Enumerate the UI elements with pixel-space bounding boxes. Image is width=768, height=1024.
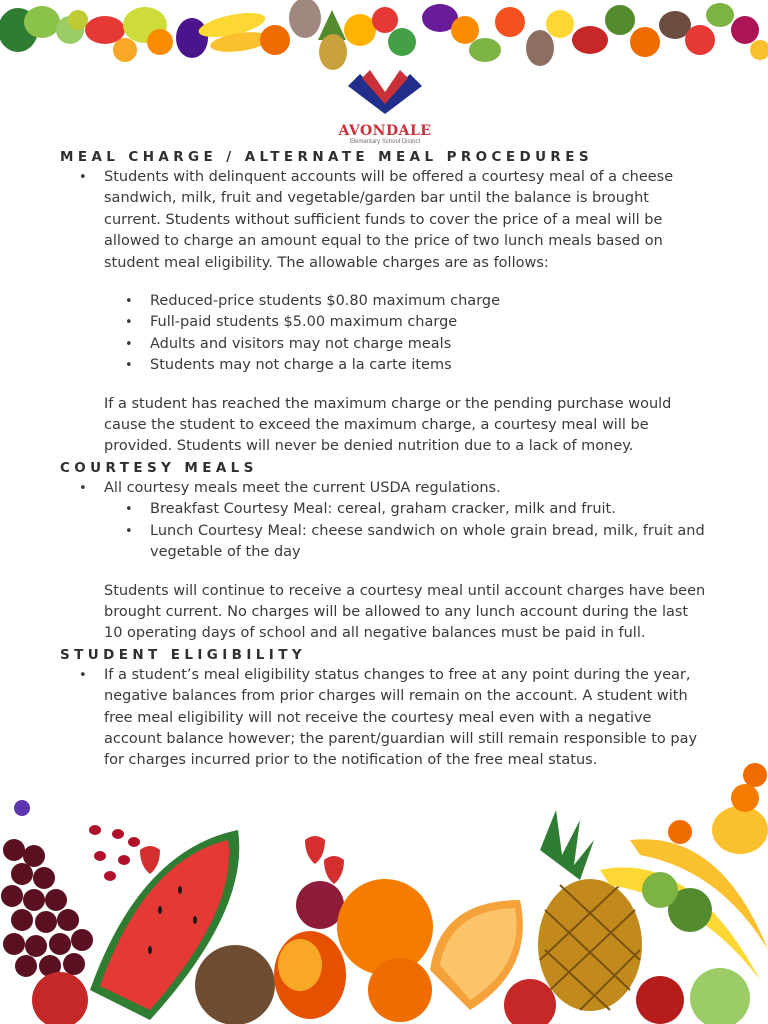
fruit-border-bottom — [0, 760, 768, 1024]
list-item: • Full-paid students $5.00 maximum charge — [106, 312, 710, 333]
list-item: • If a student’s meal eligibility status changes to free at any point during the year, negative balances from prior charges will remain on the account. A student with free meal eligibility will not receive the courtesy meal even with a negative account balance however; the parent/guardian will still remain responsible to pay for charges incurred prior to the notification of the free meal status. — [60, 665, 710, 772]
section-heading: STUDENT ELIGIBILITY — [60, 646, 307, 663]
bullet-list — [60, 665, 710, 772]
section-heading: COURTESY MEALS — [60, 459, 258, 476]
list-item: • Lunch Courtesy Meal: cheese sandwich on whole grain bread, milk, fruit and vegetable of the day — [106, 521, 710, 564]
sub-bullet-list — [106, 291, 710, 377]
list-item: • Adults and visitors may not charge meals — [106, 334, 710, 355]
list-item: • Breakfast Courtesy Meal: cereal, graham cracker, milk and fruit. — [106, 499, 710, 520]
list-item: • All courtesy meals meet the current USDA regulations. — [60, 478, 710, 499]
logo-subtitle: Elementary School District — [349, 139, 421, 145]
paragraph: If a student has reached the maximum charge or the pending purchase would cause the student to exceed the maximum charge, a courtesy meal will be provided. Students will never be denied nutrition due to a lack of money. — [104, 395, 672, 455]
list-item: • Students may not charge a la carte items — [106, 355, 710, 376]
document-body — [60, 147, 710, 772]
logo-name: AVONDALE — [338, 123, 432, 139]
list-item: • Students with delinquent accounts will be offered a courtesy meal of a cheese sandwich, milk, fruit and vegetable/garden bar until the balance is brought current. Students without sufficient funds to cover the price of a meal will be allowed to charge an amount equal to the price of two lunch meals based on student meal eligibility. The allowable charges are as follows: — [60, 167, 710, 274]
bullet-list — [60, 478, 710, 499]
list-item: • Reduced-price students $0.80 maximum charge — [106, 291, 710, 312]
section-heading: MEAL CHARGE / ALTERNATE MEAL PROCEDURES — [60, 149, 593, 165]
bullet-list — [60, 167, 710, 274]
sub-bullet-list — [106, 499, 710, 563]
paragraph: Students will continue to receive a courtesy meal until account charges have been brought current. No charges will be allowed to any lunch account during the last 10 operating days of school and all negative balances must be paid in full. — [104, 582, 706, 642]
district-logo — [330, 66, 440, 150]
open-book-icon — [340, 66, 430, 118]
